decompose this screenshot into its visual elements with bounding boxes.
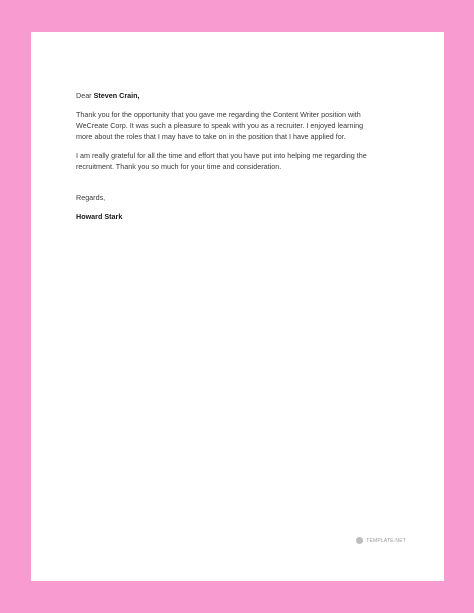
- letter-body: [76, 90, 406, 222]
- paragraph-2-line: recruitment. Thank you so much for your time and consideration.: [76, 162, 282, 171]
- template-watermark: [356, 537, 406, 544]
- closing: Regards,: [76, 193, 106, 202]
- salutation: [76, 90, 406, 101]
- paragraph-1-line: Thank you for the opportunity that you gave me regarding the Content Writer position with: [76, 110, 361, 119]
- greeting-prefix: Dear: [76, 91, 94, 100]
- paragraph-1-line: WeCreate Corp. It was such a pleasure to speak with you as a recruiter. I enjoyed learning: [76, 121, 364, 130]
- template-logo-icon: [356, 537, 363, 544]
- letter-page: [31, 32, 444, 581]
- paragraph-2: [76, 150, 406, 172]
- paragraph-1: [76, 109, 406, 142]
- recipient-name: Steven Crain,: [93, 91, 140, 100]
- paragraph-1-line: more about the roles that I may have to take on in the position that I have applied for.: [76, 132, 346, 141]
- paragraph-2-line: I am really grateful for all the time and effort that you have put into helping me regarding the: [76, 151, 367, 160]
- watermark-text: TEMPLATE.NET: [366, 537, 406, 544]
- sender-name: Howard Stark: [76, 212, 123, 221]
